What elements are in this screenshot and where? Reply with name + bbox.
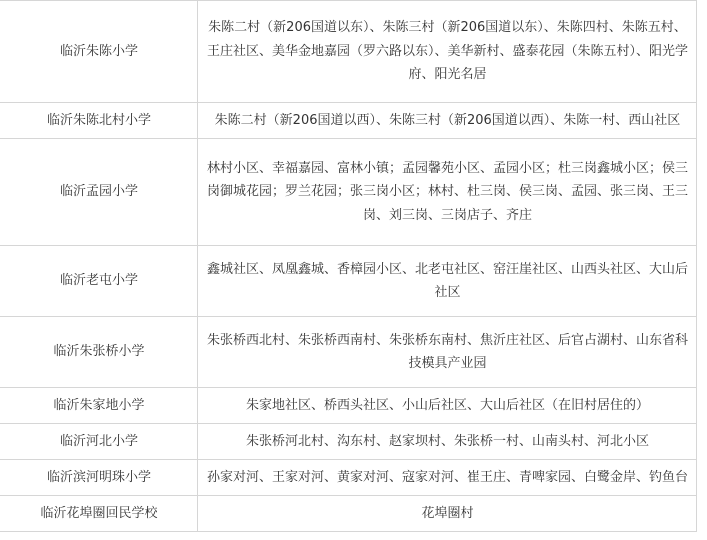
district-areas: 花埠圈村 [198,496,697,532]
table-row [1,496,697,532]
district-areas: 鑫城社区、凤凰鑫城、香樟园小区、北老屯社区、窑汪崖社区、山西头社区、大山后社区 [198,246,697,317]
table-row [1,246,697,317]
school-name: 临沂老屯小学 [1,246,198,317]
table-row [1,1,697,103]
table-row [1,460,697,496]
district-areas: 林村小区、幸福嘉园、富林小镇；孟园馨苑小区、孟园小区；杜三岗鑫城小区；侯三岗御城花园；罗兰花园；张三岗小区；林村、杜三岗、侯三岗、孟园、张三岗、王三岗、刘三岗、三岗店子、齐庄 [198,139,697,246]
district-areas: 孙家对河、王家对河、黄家对河、寇家对河、崔王庄、青啤家园、白鹭金岸、钓鱼台 [198,460,697,496]
district-areas: 朱家地社区、桥西头社区、小山后社区、大山后社区（在旧村居住的） [198,388,697,424]
school-name: 临沂滨河明珠小学 [1,460,198,496]
school-name: 临沂朱陈北村小学 [1,103,198,139]
table-row [1,424,697,460]
school-name: 临沂朱家地小学 [1,388,198,424]
school-name: 临沂花埠圈回民学校 [1,496,198,532]
table-row [1,139,697,246]
table-row [1,103,697,139]
school-name: 临沂朱张桥小学 [1,317,198,388]
school-name: 临沂河北小学 [1,424,198,460]
district-areas: 朱张桥西北村、朱张桥西南村、朱张桥东南村、焦沂庄社区、后官占湖村、山东省科技模具产业园 [198,317,697,388]
school-name: 临沂朱陈小学 [1,1,198,103]
district-areas: 朱陈二村（新206国道以东）、朱陈三村（新206国道以东）、朱陈四村、朱陈五村、王庄社区、美华金地嘉园（罗六路以东）、美华新村、盛泰花园（朱陈五村）、阳光学府、阳光名居 [198,1,697,103]
district-areas: 朱陈二村（新206国道以西）、朱陈三村（新206国道以西）、朱陈一村、西山社区 [198,103,697,139]
table-row [1,317,697,388]
table-row [1,388,697,424]
district-areas: 朱张桥河北村、沟东村、赵家坝村、朱张桥一村、山南头村、河北小区 [198,424,697,460]
school-name: 临沂孟园小学 [1,139,198,246]
